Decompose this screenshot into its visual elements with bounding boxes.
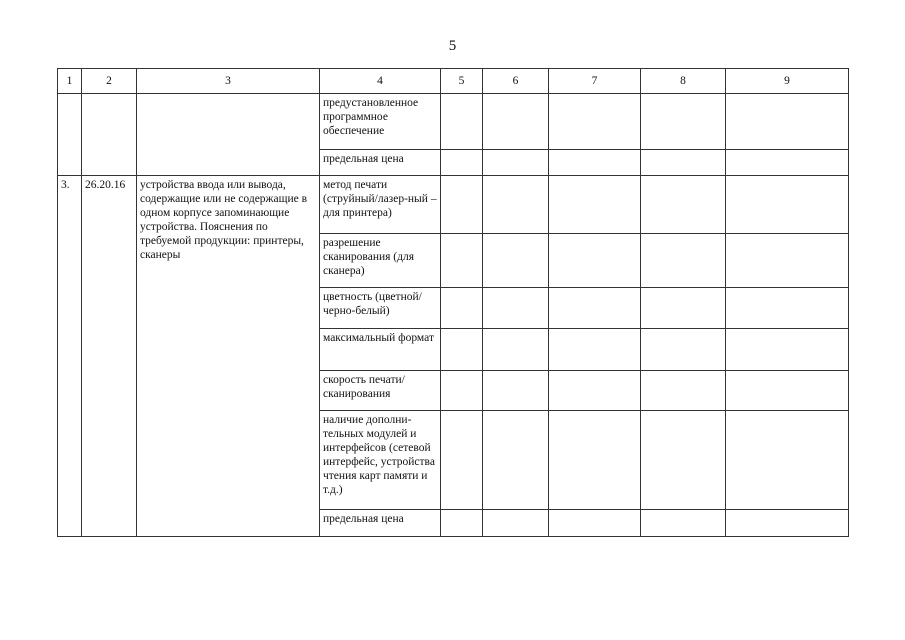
item-number-cell: 3. bbox=[58, 176, 82, 537]
empty-cell bbox=[641, 150, 726, 176]
characteristic-cell: предустановленное программное обеспечение bbox=[320, 94, 441, 150]
empty-cell bbox=[549, 94, 641, 150]
empty-cell bbox=[483, 411, 549, 510]
empty-cell bbox=[58, 94, 82, 176]
empty-cell bbox=[641, 329, 726, 371]
empty-cell bbox=[726, 94, 849, 150]
empty-cell bbox=[726, 411, 849, 510]
empty-cell bbox=[483, 371, 549, 411]
header-cell: 9 bbox=[726, 69, 849, 94]
empty-cell bbox=[549, 288, 641, 329]
empty-cell bbox=[549, 411, 641, 510]
characteristic-cell: метод печати (струйный/лазер-ный – для принтера) bbox=[320, 176, 441, 234]
header-cell: 5 bbox=[441, 69, 483, 94]
empty-cell bbox=[726, 176, 849, 234]
empty-cell bbox=[441, 176, 483, 234]
empty-cell bbox=[441, 329, 483, 371]
empty-cell bbox=[641, 176, 726, 234]
empty-cell bbox=[441, 150, 483, 176]
empty-cell bbox=[483, 150, 549, 176]
table-row bbox=[58, 94, 849, 150]
empty-cell bbox=[549, 234, 641, 288]
empty-cell bbox=[483, 94, 549, 150]
empty-cell bbox=[483, 288, 549, 329]
table-row bbox=[58, 176, 849, 234]
empty-cell bbox=[441, 510, 483, 537]
okpd-code-cell: 26.20.16 bbox=[82, 176, 137, 537]
characteristic-cell: предельная цена bbox=[320, 510, 441, 537]
empty-cell bbox=[641, 94, 726, 150]
characteristic-cell: наличие дополни-тельных модулей и интерфейсов (сетевой интерфейс, устройства чтения карт памяти и т.д.) bbox=[320, 411, 441, 510]
empty-cell bbox=[441, 371, 483, 411]
empty-cell bbox=[641, 411, 726, 510]
characteristic-cell: разрешение сканирования (для сканера) bbox=[320, 234, 441, 288]
product-name-cell: устройства ввода или вывода, содержащие или не содержащие в одном корпусе запоминающие устройства. Пояснения по требуемой продукции: принтеры, сканеры bbox=[137, 176, 320, 537]
characteristic-cell: предельная цена bbox=[320, 150, 441, 176]
empty-cell bbox=[726, 371, 849, 411]
empty-cell bbox=[641, 234, 726, 288]
empty-cell bbox=[441, 94, 483, 150]
empty-cell bbox=[549, 510, 641, 537]
characteristic-cell: цветность (цветной/ черно-белый) bbox=[320, 288, 441, 329]
header-cell: 8 bbox=[641, 69, 726, 94]
empty-cell bbox=[483, 510, 549, 537]
page-number: 5 bbox=[448, 38, 457, 54]
header-cell: 4 bbox=[320, 69, 441, 94]
requirements-table bbox=[57, 68, 849, 537]
empty-cell bbox=[483, 329, 549, 371]
empty-cell bbox=[549, 176, 641, 234]
empty-cell bbox=[726, 234, 849, 288]
characteristic-cell: скорость печати/ сканирования bbox=[320, 371, 441, 411]
empty-cell bbox=[726, 150, 849, 176]
table-header-row bbox=[58, 69, 849, 94]
empty-cell bbox=[549, 371, 641, 411]
empty-cell bbox=[641, 288, 726, 329]
empty-cell bbox=[726, 329, 849, 371]
header-cell: 7 bbox=[549, 69, 641, 94]
empty-cell bbox=[137, 94, 320, 176]
empty-cell bbox=[82, 94, 137, 176]
header-cell: 6 bbox=[483, 69, 549, 94]
empty-cell bbox=[726, 288, 849, 329]
empty-cell bbox=[641, 510, 726, 537]
empty-cell bbox=[549, 329, 641, 371]
header-cell: 1 bbox=[58, 69, 82, 94]
empty-cell bbox=[441, 234, 483, 288]
empty-cell bbox=[641, 371, 726, 411]
header-cell: 3 bbox=[137, 69, 320, 94]
empty-cell bbox=[441, 411, 483, 510]
empty-cell bbox=[483, 176, 549, 234]
header-cell: 2 bbox=[82, 69, 137, 94]
empty-cell bbox=[441, 288, 483, 329]
empty-cell bbox=[483, 234, 549, 288]
empty-cell bbox=[549, 150, 641, 176]
characteristic-cell: максимальный формат bbox=[320, 329, 441, 371]
empty-cell bbox=[726, 510, 849, 537]
